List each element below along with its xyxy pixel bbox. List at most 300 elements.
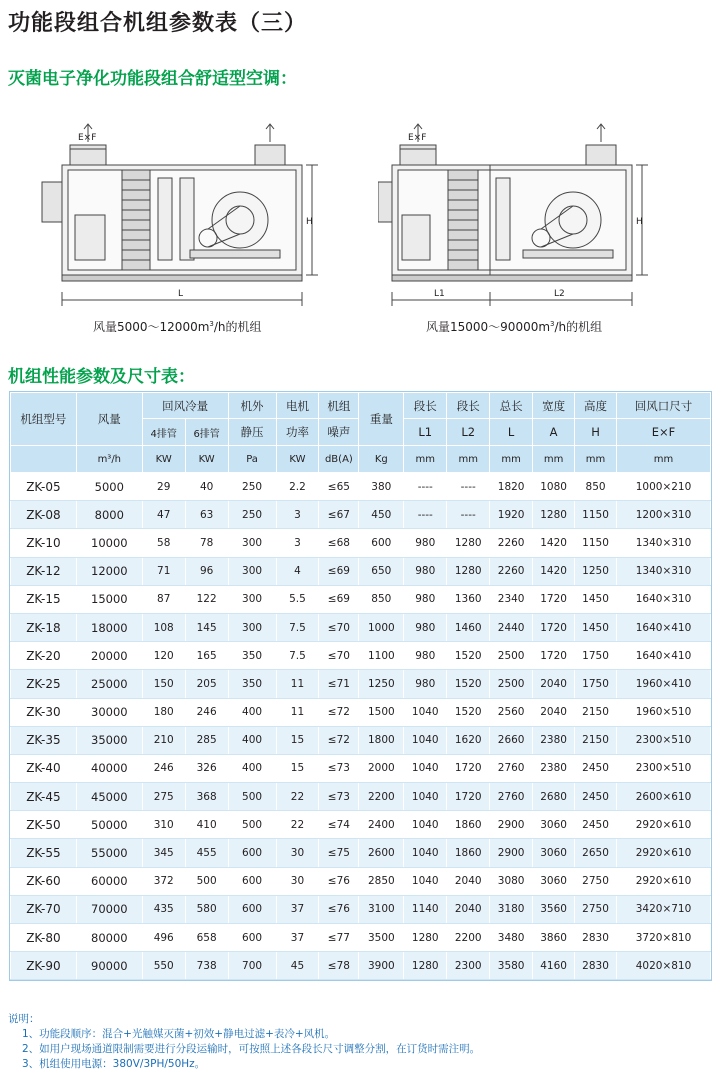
cell-motor: 30 (276, 867, 319, 895)
cell-total: 2900 (490, 839, 533, 867)
cell-cooling-4: 29 (142, 473, 185, 501)
cell-motor: 15 (276, 726, 319, 754)
cell-cooling-4: 180 (142, 698, 185, 726)
cell-seg1: 980 (404, 642, 447, 670)
table-row (11, 557, 711, 585)
cell-height: 2750 (575, 867, 617, 895)
cell-motor: 11 (276, 698, 319, 726)
cell-noise: ≤73 (319, 754, 359, 782)
cell-cooling-4: 150 (142, 670, 185, 698)
cell-seg1: 1040 (404, 839, 447, 867)
cell-total: 2660 (490, 726, 533, 754)
cell-static: 300 (228, 557, 276, 585)
table-title: 机组性能参数及尺寸表： (8, 367, 195, 387)
cell-weight: 3900 (359, 952, 404, 980)
cell-cooling-6: 96 (185, 557, 228, 585)
cell-cooling-6: 326 (185, 754, 228, 782)
table-row (11, 501, 711, 529)
cell-noise: ≤78 (319, 952, 359, 980)
cell-airflow: 80000 (76, 924, 142, 952)
spec-table (10, 392, 711, 980)
cell-airflow: 55000 (76, 839, 142, 867)
cell-weight: 650 (359, 557, 404, 585)
cell-model: ZK-55 (11, 839, 77, 867)
table-row (11, 839, 711, 867)
cell-static: 400 (228, 698, 276, 726)
cell-total: 2500 (490, 670, 533, 698)
cell-seg2: 1520 (447, 670, 490, 698)
cell-seg1: 1040 (404, 754, 447, 782)
cell-seg2: 2300 (447, 952, 490, 980)
header-outlet-unit: mm (617, 446, 711, 473)
cell-total: 2340 (490, 585, 533, 613)
cell-seg1: 1280 (404, 924, 447, 952)
cell-width: 1720 (533, 585, 575, 613)
ef-label: E×F (78, 133, 97, 143)
cell-airflow: 35000 (76, 726, 142, 754)
cell-total: 2900 (490, 811, 533, 839)
cell-noise: ≤69 (319, 557, 359, 585)
cell-seg2: ---- (447, 501, 490, 529)
cell-total: 2500 (490, 642, 533, 670)
cell-model: ZK-90 (11, 952, 77, 980)
cell-outlet: 2600×610 (617, 783, 711, 811)
cell-cooling-4: 345 (142, 839, 185, 867)
cell-cooling-6: 165 (185, 642, 228, 670)
header-static-unit: Pa (228, 446, 276, 473)
cell-seg2: 2040 (447, 895, 490, 923)
cell-cooling-4: 87 (142, 585, 185, 613)
header-seg2-unit: mm (447, 446, 490, 473)
cell-cooling-6: 40 (185, 473, 228, 501)
l1-label: L1 (434, 289, 445, 299)
cell-model: ZK-45 (11, 783, 77, 811)
cell-height: 2450 (575, 811, 617, 839)
cell-total: 1920 (490, 501, 533, 529)
cell-height: 2150 (575, 726, 617, 754)
cell-model: ZK-50 (11, 811, 77, 839)
cell-cooling-4: 550 (142, 952, 185, 980)
cell-seg1: 980 (404, 529, 447, 557)
cell-motor: 7.5 (276, 642, 319, 670)
header-width: 宽度 (533, 393, 575, 419)
header-height-unit: mm (575, 446, 617, 473)
cell-seg1: ---- (404, 501, 447, 529)
cell-weight: 2600 (359, 839, 404, 867)
cell-seg2: 1520 (447, 642, 490, 670)
cell-cooling-4: 58 (142, 529, 185, 557)
header-noise1: 机组 (319, 393, 359, 419)
cell-airflow: 20000 (76, 642, 142, 670)
cell-height: 2750 (575, 895, 617, 923)
cell-weight: 1250 (359, 670, 404, 698)
cell-weight: 2400 (359, 811, 404, 839)
cell-outlet: 3720×810 (617, 924, 711, 952)
table-row (11, 895, 711, 923)
table-row (11, 952, 711, 980)
header-seg2-sym: L2 (447, 419, 490, 446)
header-seg1: 段长 (404, 393, 447, 419)
cell-outlet: 2300×510 (617, 754, 711, 782)
cell-model: ZK-25 (11, 670, 77, 698)
cell-cooling-6: 78 (185, 529, 228, 557)
cell-motor: 4 (276, 557, 319, 585)
cell-total: 3080 (490, 867, 533, 895)
cell-seg1: 1140 (404, 895, 447, 923)
cell-airflow: 12000 (76, 557, 142, 585)
h-label: H (306, 217, 313, 227)
cell-seg2: 1620 (447, 726, 490, 754)
cell-airflow: 70000 (76, 895, 142, 923)
cell-model: ZK-35 (11, 726, 77, 754)
cell-model: ZK-15 (11, 585, 77, 613)
header-kw-4: KW (142, 446, 185, 473)
header-noise2: 噪声 (319, 419, 359, 446)
cell-noise: ≤74 (319, 811, 359, 839)
table-row (11, 529, 711, 557)
cell-airflow: 18000 (76, 613, 142, 641)
cell-outlet: 4020×810 (617, 952, 711, 980)
cell-static: 700 (228, 952, 276, 980)
cell-width: 1280 (533, 501, 575, 529)
header-outlet: 回风口尺寸 (617, 393, 711, 419)
cell-static: 600 (228, 924, 276, 952)
cell-cooling-4: 210 (142, 726, 185, 754)
cell-height: 1750 (575, 670, 617, 698)
header-static1: 机外 (228, 393, 276, 419)
section-subtitle: 灭菌电子净化功能段组合舒适型空调： (8, 69, 297, 89)
cell-motor: 45 (276, 952, 319, 980)
cell-weight: 380 (359, 473, 404, 501)
cell-width: 1720 (533, 642, 575, 670)
cell-model: ZK-08 (11, 501, 77, 529)
cell-weight: 2000 (359, 754, 404, 782)
cell-static: 600 (228, 895, 276, 923)
cell-weight: 1000 (359, 613, 404, 641)
notes-heading: 说明： (8, 1013, 40, 1025)
cell-cooling-6: 580 (185, 895, 228, 923)
cell-outlet: 3420×710 (617, 895, 711, 923)
cell-noise: ≤76 (319, 895, 359, 923)
header-static2: 静压 (228, 419, 276, 446)
cell-cooling-4: 108 (142, 613, 185, 641)
cell-seg2: 1280 (447, 529, 490, 557)
cell-seg1: 1040 (404, 811, 447, 839)
header-width-unit: mm (533, 446, 575, 473)
cell-cooling-4: 372 (142, 867, 185, 895)
cell-noise: ≤67 (319, 501, 359, 529)
cell-model: ZK-10 (11, 529, 77, 557)
cell-cooling-6: 145 (185, 613, 228, 641)
cell-cooling-4: 47 (142, 501, 185, 529)
l2-label: L2 (554, 289, 565, 299)
cell-seg1: 1040 (404, 867, 447, 895)
cell-cooling-4: 246 (142, 754, 185, 782)
cell-static: 300 (228, 613, 276, 641)
cell-seg2: 1860 (447, 811, 490, 839)
header-model-blank (11, 446, 77, 473)
cell-cooling-4: 71 (142, 557, 185, 585)
cell-total: 3580 (490, 952, 533, 980)
cell-model: ZK-30 (11, 698, 77, 726)
cell-cooling-6: 246 (185, 698, 228, 726)
cell-cooling-4: 275 (142, 783, 185, 811)
header-cooling-4: 4排管 (142, 419, 185, 446)
cell-static: 300 (228, 529, 276, 557)
cell-static: 350 (228, 670, 276, 698)
cell-airflow: 50000 (76, 811, 142, 839)
cell-width: 3560 (533, 895, 575, 923)
cell-motor: 22 (276, 811, 319, 839)
cell-static: 600 (228, 867, 276, 895)
header-model: 机组型号 (11, 393, 77, 446)
cell-outlet: 1640×410 (617, 613, 711, 641)
cell-seg2: ---- (447, 473, 490, 501)
cell-motor: 11 (276, 670, 319, 698)
page-title: 功能段组合机组参数表（三） (8, 11, 308, 36)
cell-static: 250 (228, 473, 276, 501)
cell-motor: 37 (276, 895, 319, 923)
cell-weight: 600 (359, 529, 404, 557)
cell-weight: 3100 (359, 895, 404, 923)
table-row (11, 473, 711, 501)
header-airflow-unit: m³/h (76, 446, 142, 473)
cell-outlet: 1000×210 (617, 473, 711, 501)
cell-outlet: 1340×310 (617, 557, 711, 585)
cell-outlet: 2920×610 (617, 867, 711, 895)
header-motor1: 电机 (276, 393, 319, 419)
header-weight: 重量 (359, 393, 404, 446)
unit-diagram-small (30, 120, 320, 330)
note-item: 1、功能段顺序：混合+光触媒灭菌+初效+静电过滤+表冷+风机。 (22, 1028, 336, 1040)
cell-model: ZK-05 (11, 473, 77, 501)
cell-width: 4160 (533, 952, 575, 980)
cell-cooling-4: 310 (142, 811, 185, 839)
cell-model: ZK-18 (11, 613, 77, 641)
cell-airflow: 40000 (76, 754, 142, 782)
cell-noise: ≤71 (319, 670, 359, 698)
cell-total: 2760 (490, 754, 533, 782)
header-height: 高度 (575, 393, 617, 419)
cell-height: 2650 (575, 839, 617, 867)
cell-height: 1450 (575, 585, 617, 613)
cell-model: ZK-40 (11, 754, 77, 782)
table-row (11, 783, 711, 811)
header-cooling: 回风冷量 (142, 393, 228, 419)
cell-outlet: 2920×610 (617, 839, 711, 867)
cell-weight: 850 (359, 585, 404, 613)
header-noise-unit: dB(A) (319, 446, 359, 473)
unit-diagram-large (378, 120, 648, 330)
header-outlet-sym: E×F (617, 419, 711, 446)
cell-seg2: 2200 (447, 924, 490, 952)
cell-cooling-6: 738 (185, 952, 228, 980)
cell-motor: 5.5 (276, 585, 319, 613)
cell-airflow: 45000 (76, 783, 142, 811)
header-weight-unit: Kg (359, 446, 404, 473)
cell-height: 1150 (575, 529, 617, 557)
cell-height: 1450 (575, 613, 617, 641)
cell-weight: 3500 (359, 924, 404, 952)
cell-seg1: ---- (404, 473, 447, 501)
cell-weight: 2200 (359, 783, 404, 811)
cell-noise: ≤72 (319, 698, 359, 726)
cell-noise: ≤77 (319, 924, 359, 952)
cell-seg1: 980 (404, 557, 447, 585)
cell-outlet: 1340×310 (617, 529, 711, 557)
cell-total: 2440 (490, 613, 533, 641)
cell-seg1: 1040 (404, 783, 447, 811)
cell-static: 400 (228, 726, 276, 754)
cell-outlet: 1640×310 (617, 585, 711, 613)
cell-noise: ≤68 (319, 529, 359, 557)
table-row (11, 867, 711, 895)
cell-outlet: 1960×510 (617, 698, 711, 726)
table-row (11, 754, 711, 782)
cell-static: 500 (228, 811, 276, 839)
cell-width: 1420 (533, 529, 575, 557)
cell-total: 1820 (490, 473, 533, 501)
cell-airflow: 10000 (76, 529, 142, 557)
cell-motor: 22 (276, 783, 319, 811)
cell-outlet: 1960×410 (617, 670, 711, 698)
cell-width: 2380 (533, 754, 575, 782)
header-total-unit: mm (490, 446, 533, 473)
header-cooling-6: 6排管 (185, 419, 228, 446)
cell-outlet: 2920×610 (617, 811, 711, 839)
cell-height: 2150 (575, 698, 617, 726)
cell-motor: 15 (276, 754, 319, 782)
cell-motor: 3 (276, 501, 319, 529)
cell-width: 3860 (533, 924, 575, 952)
cell-noise: ≤70 (319, 642, 359, 670)
cell-airflow: 30000 (76, 698, 142, 726)
cell-weight: 1100 (359, 642, 404, 670)
cell-noise: ≤72 (319, 726, 359, 754)
cell-cooling-6: 205 (185, 670, 228, 698)
cell-seg2: 1720 (447, 783, 490, 811)
cell-seg2: 1360 (447, 585, 490, 613)
table-row (11, 726, 711, 754)
header-total: 总长 (490, 393, 533, 419)
cell-model: ZK-80 (11, 924, 77, 952)
cell-model: ZK-60 (11, 867, 77, 895)
cell-model: ZK-70 (11, 895, 77, 923)
cell-cooling-6: 455 (185, 839, 228, 867)
cell-airflow: 15000 (76, 585, 142, 613)
cell-cooling-6: 122 (185, 585, 228, 613)
cell-total: 2760 (490, 783, 533, 811)
cell-seg2: 1860 (447, 839, 490, 867)
cell-weight: 450 (359, 501, 404, 529)
cell-static: 350 (228, 642, 276, 670)
cell-noise: ≤75 (319, 839, 359, 867)
cell-width: 2680 (533, 783, 575, 811)
table-row (11, 613, 711, 641)
cell-seg1: 1040 (404, 726, 447, 754)
cell-height: 2450 (575, 783, 617, 811)
cell-outlet: 2300×510 (617, 726, 711, 754)
table-row (11, 811, 711, 839)
cell-noise: ≤65 (319, 473, 359, 501)
cell-width: 1720 (533, 613, 575, 641)
header-seg1-sym: L1 (404, 419, 447, 446)
cell-airflow: 90000 (76, 952, 142, 980)
cell-static: 400 (228, 754, 276, 782)
header-width-sym: A (533, 419, 575, 446)
table-row (11, 642, 711, 670)
cell-width: 1080 (533, 473, 575, 501)
table-row (11, 698, 711, 726)
cell-motor: 3 (276, 529, 319, 557)
cell-cooling-6: 658 (185, 924, 228, 952)
header-motor-unit: KW (276, 446, 319, 473)
cell-total: 3480 (490, 924, 533, 952)
cell-width: 3060 (533, 839, 575, 867)
cell-seg1: 980 (404, 670, 447, 698)
cell-cooling-4: 496 (142, 924, 185, 952)
cell-noise: ≤76 (319, 867, 359, 895)
cell-outlet: 1640×410 (617, 642, 711, 670)
table-row (11, 924, 711, 952)
cell-width: 2380 (533, 726, 575, 754)
header-seg2: 段长 (447, 393, 490, 419)
cell-seg1: 980 (404, 613, 447, 641)
header-kw-6: KW (185, 446, 228, 473)
cell-airflow: 25000 (76, 670, 142, 698)
cell-cooling-4: 435 (142, 895, 185, 923)
table-row (11, 585, 711, 613)
diagram-caption-small: 风量$5000\sim 12000m^3/h$的机组 (93, 320, 262, 334)
cell-width: 3060 (533, 811, 575, 839)
header-seg1-unit: mm (404, 446, 447, 473)
cell-width: 2040 (533, 670, 575, 698)
cell-airflow: 5000 (76, 473, 142, 501)
table-row (11, 670, 711, 698)
ef-label: E×F (408, 133, 427, 143)
header-airflow: 风量 (76, 393, 142, 446)
cell-motor: 37 (276, 924, 319, 952)
notes (8, 1012, 480, 1072)
cell-weight: 1500 (359, 698, 404, 726)
cell-height: 2830 (575, 924, 617, 952)
cell-static: 500 (228, 783, 276, 811)
cell-total: 2560 (490, 698, 533, 726)
cell-total: 2260 (490, 529, 533, 557)
cell-static: 600 (228, 839, 276, 867)
cell-static: 300 (228, 585, 276, 613)
note-item: 2、如用户现场通道限制需要进行分段运输时，可按照上述各段长尺寸调整分割，在订货时需注明。 (22, 1043, 481, 1055)
cell-cooling-6: 500 (185, 867, 228, 895)
cell-height: 1250 (575, 557, 617, 585)
diagram-caption-large: 风量$15000\sim 90000m^3/h$的机组 (426, 320, 603, 334)
note-item: 3、机组使用电源：380V/3PH/50Hz。 (22, 1058, 206, 1070)
cell-cooling-6: 368 (185, 783, 228, 811)
cell-width: 3060 (533, 867, 575, 895)
header-motor2: 功率 (276, 419, 319, 446)
cell-weight: 2850 (359, 867, 404, 895)
cell-seg1: 980 (404, 585, 447, 613)
cell-height: 2450 (575, 754, 617, 782)
cell-seg1: 1040 (404, 698, 447, 726)
cell-airflow: 8000 (76, 501, 142, 529)
cell-seg2: 2040 (447, 867, 490, 895)
cell-width: 2040 (533, 698, 575, 726)
l-label: L (178, 289, 184, 299)
cell-height: 2830 (575, 952, 617, 980)
cell-motor: 7.5 (276, 613, 319, 641)
cell-height: 1750 (575, 642, 617, 670)
